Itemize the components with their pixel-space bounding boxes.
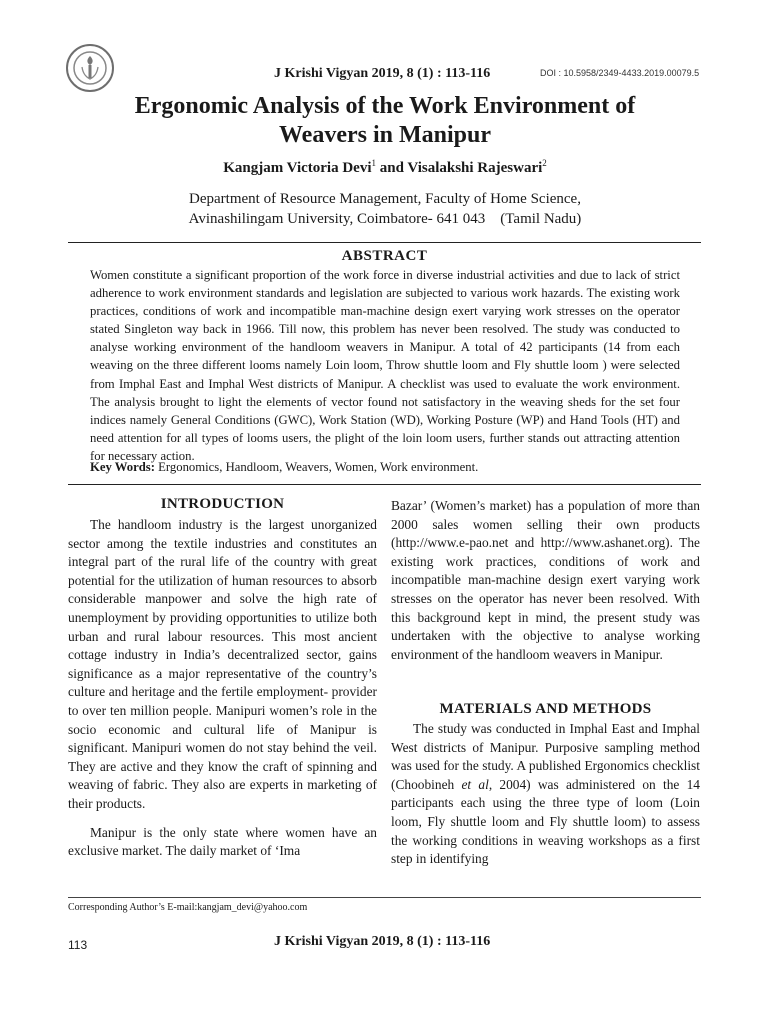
footnote-rule [68, 897, 701, 898]
abstract-top-rule [68, 242, 701, 243]
abstract-text: Women constitute a significant proportion of the work force in diverse industrial activities and due to lack of strict adherence to work environment standards and legislation are subjected to various work hazards. The existing work practices, conditions of work and incompatible man-machine design exert varying work stresses on the operator stated Singleton way back in 1966. Till now, this problem has never been resolved. The study was conducted to analyse working environment of the handloom weavers in Manipur. A total of 42 participants (14 from each weaving on the three different looms namely Loin loom, Throw shuttle loom and Fly shuttle loom ) were selected from Imphal East and Imphal West districts of Manipur. A checklist was used to evaluate the work environment. The analysis brought to light the elements of vector found not satisfactory in the weaving sheds for the set four indices namely General Conditions (GWC), Work Station (WD), Working Posture (WP) and Hand Tools (HT) and need attention for all types of looms users, the plight of the loin loom users, further stands out attracting attention for necessary action. [90, 268, 680, 463]
left-column [68, 516, 377, 861]
methods-text-a: The study was conducted in Imphal East and Imphal West districts of Manipur. Purposive sampling method was used for the study. A published Ergonomics checklist (Choobineh [391, 721, 700, 792]
keywords [90, 460, 690, 475]
journal-header: J Krishi Vigyan 2019, 8 (1) : 113-116 [274, 66, 491, 81]
authors [70, 158, 700, 177]
paper-title [70, 92, 700, 150]
title-line-2: Weavers in Manipur [278, 122, 491, 148]
methods-text-em: et al [461, 776, 489, 792]
keywords-label: Key Words: [90, 460, 155, 474]
authors-conjunction: and [376, 160, 408, 176]
intro-paragraph-1: The handloom industry is the largest unorganized sector among the textile industries and constitutes an integral part of the rural life of the country with great potential for the utilization of human resources to absorb considerable manpower and solve the high rate of unemployment by providing opportunities to utilize both urban and rural labour resources. This most ancient cottage industry in India’s decentralized sector, gains significance as a major representative of the country’s culture and heritage and the fertile employment- provider to over ten million people. Manipuri women’s role in the socio economic and cultural life of Manipur is significant. Manipuri women do not stay behind the veil. They are active and they know the craft of spinning and weaving of fabric. They also are experts in marketing of their products. [68, 517, 377, 811]
intro-paragraph-2: Manipur is the only state where women have an exclusive market. The daily market of ‘Ima [68, 824, 377, 859]
introduction-heading: INTRODUCTION [160, 496, 285, 512]
page-number: 113 [68, 938, 88, 952]
author-1: Kangjam Victoria Devi [223, 160, 372, 176]
affiliation [70, 189, 700, 229]
doi-label: DOI : 10.5958/2349-4433.2019.00079.5 [540, 68, 700, 78]
torch-emblem-icon [72, 50, 108, 86]
journal-logo [66, 44, 114, 92]
right-column-methods [391, 720, 700, 869]
author-1-affil-mark: 1 [371, 158, 376, 168]
keywords-list: Ergonomics, Handloom, Weavers, Women, Work environment. [154, 460, 479, 474]
methods-paragraph-1 [391, 720, 700, 869]
journal-footer: J Krishi Vigyan 2019, 8 (1) : 113-116 [274, 934, 491, 949]
author-2: Visalakshi Rajeswari [407, 160, 543, 176]
right-column-top [391, 497, 700, 664]
affiliation-line-2: Avinashilingam University, Coimbatore- 641 043 (Tamil Nadu) [188, 211, 582, 227]
intro-paragraph-2-continued: Bazar’ (Women’s market) has a population of more than 2000 sales women selling their own products (http://www.e-pao.net and http://www.ashanet.org). The existing work practices, conditions of work and incompatible man-machine design exert varying work stresses on the operator has never been resolved. With this background kept in mind, the present study was undertaken with the objective to analyse working environment of the handloom weavers in Manipur. [391, 498, 700, 662]
title-line-1: Ergonomic Analysis of the Work Environment of [134, 93, 636, 119]
methods-heading: MATERIALS AND METHODS [439, 701, 652, 717]
abstract-heading: ABSTRACT [341, 248, 428, 264]
affiliation-line-1: Department of Resource Management, Faculty of Home Science, [189, 191, 581, 207]
corresponding-author-footnote: Corresponding Author’s E-mail:kangjam_devi@yahoo.com [68, 902, 308, 913]
methods-text-b: , 2004) was administered on the 14 participants each using the three type of loom (Loin loom, Fly shuttle loom and Fly shuttle loom) to assess the working conditions in weaving workshops as a first step in identifying [391, 776, 700, 867]
author-2-affil-mark: 2 [542, 158, 547, 168]
abstract-bottom-rule [68, 484, 701, 485]
